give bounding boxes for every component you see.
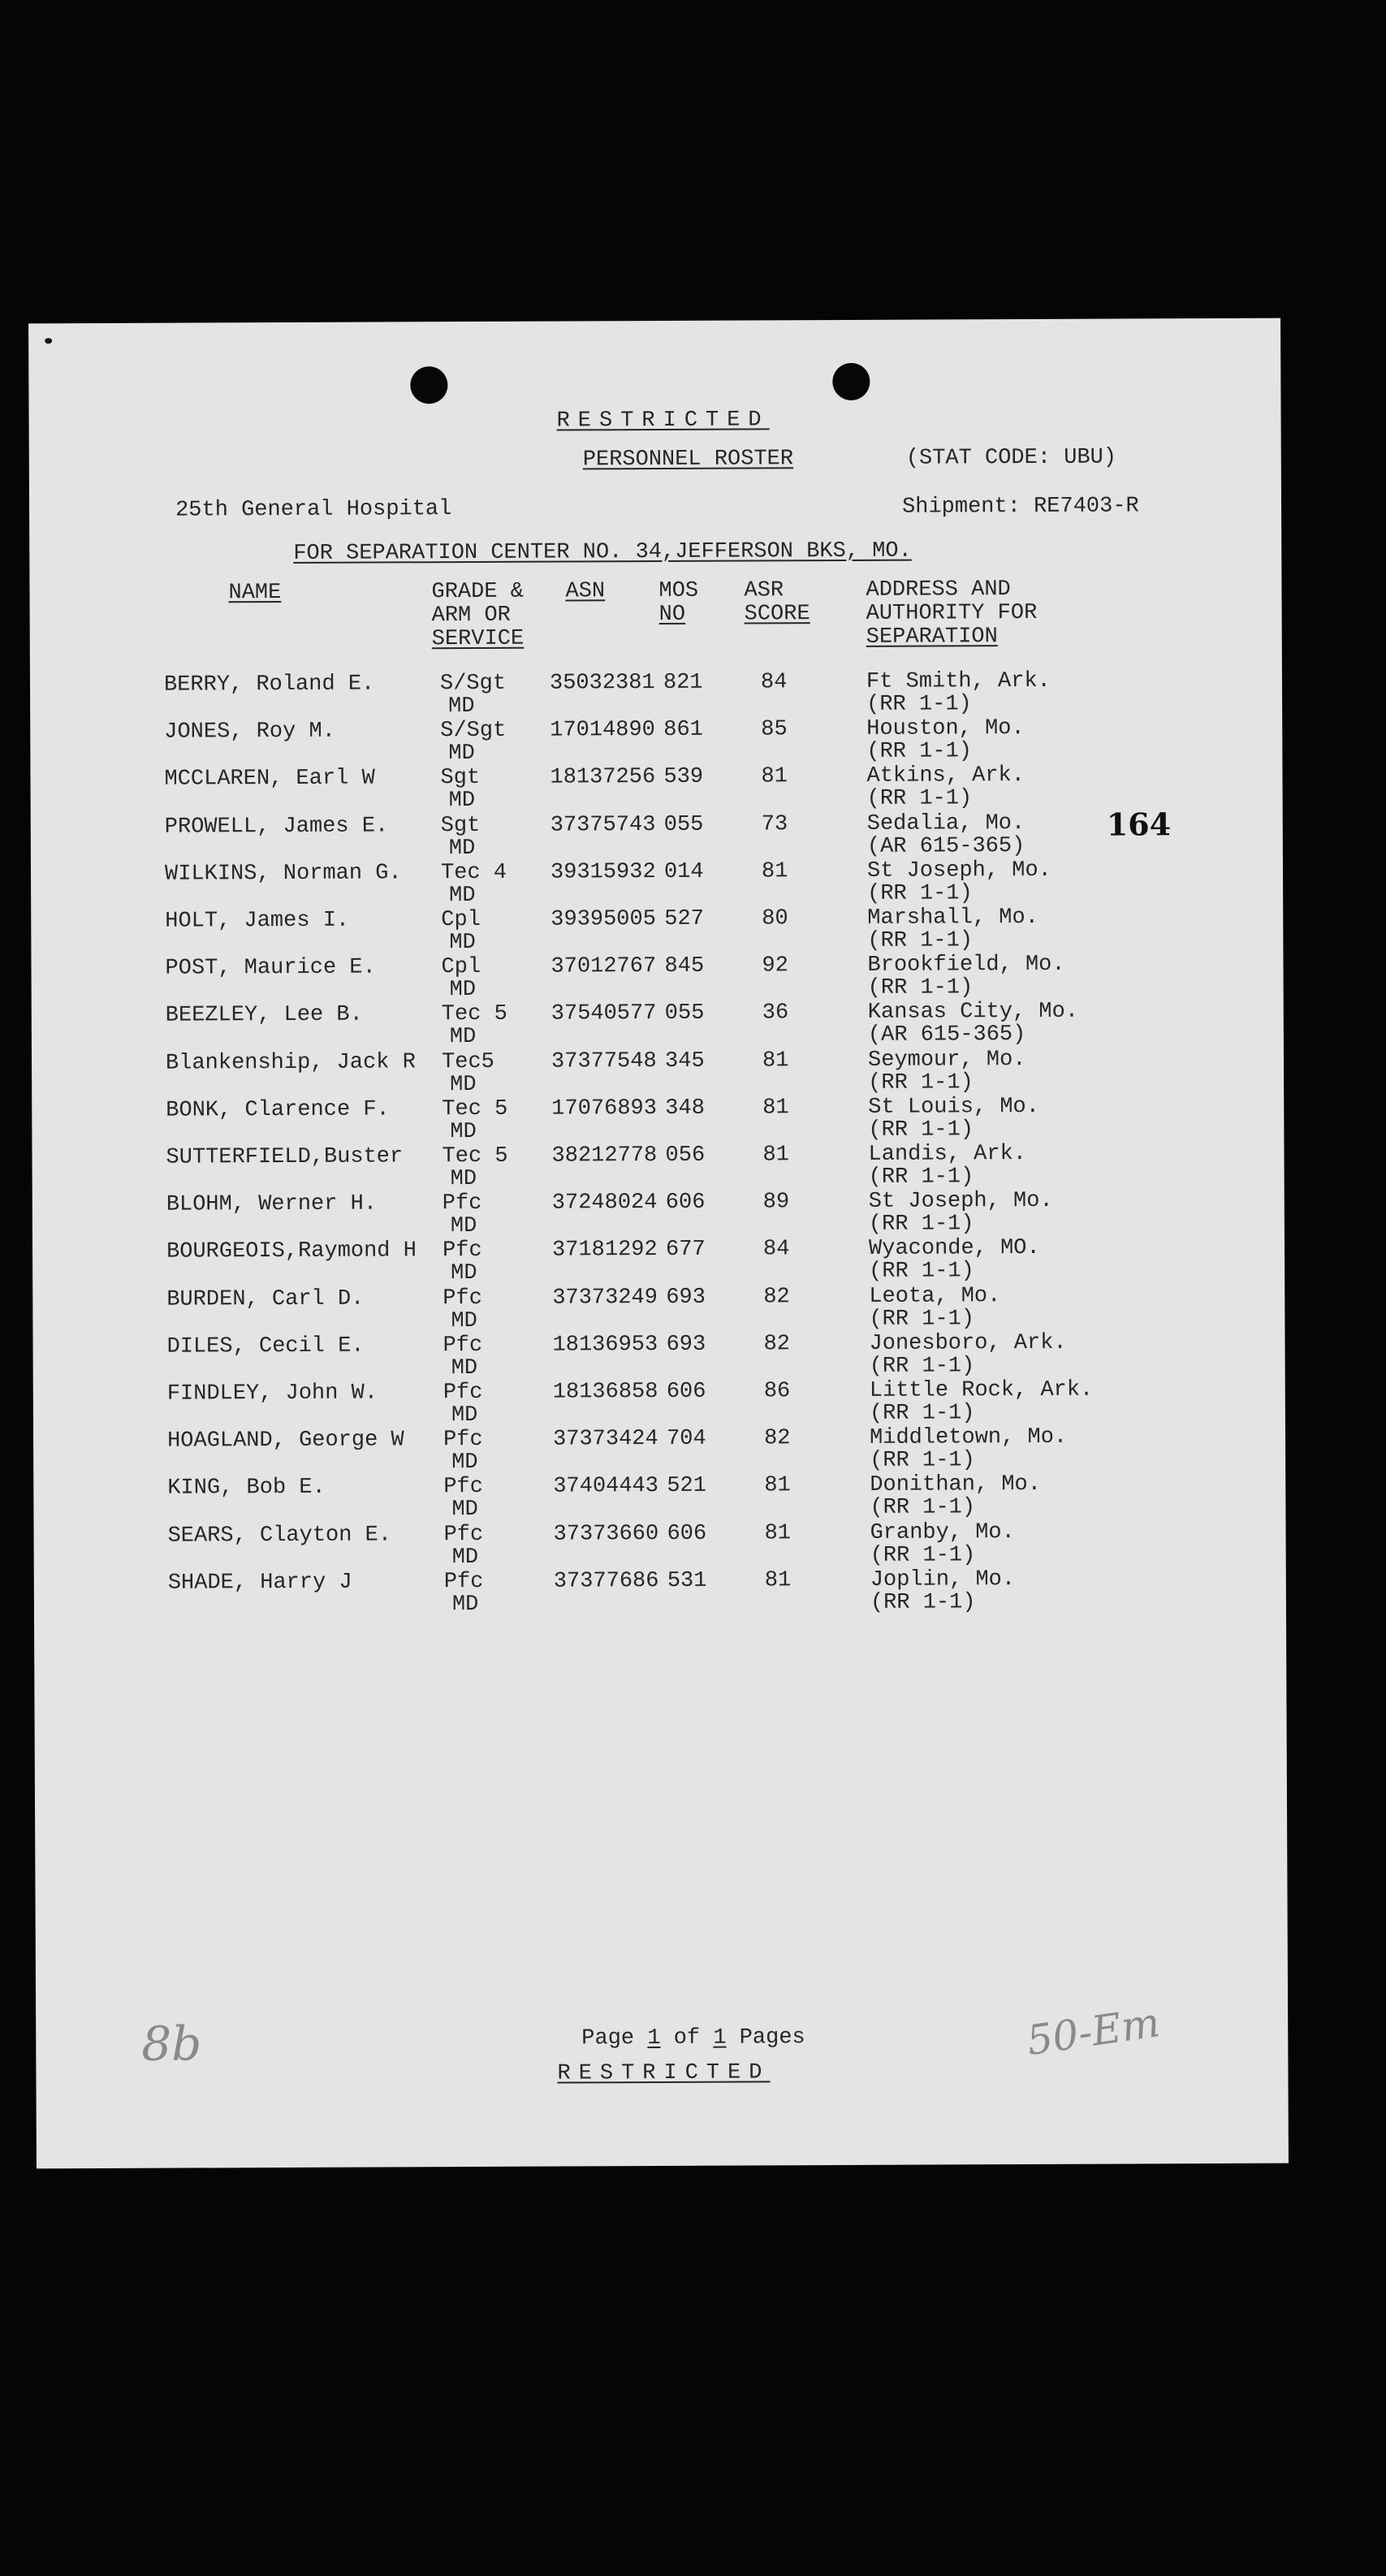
cell-asn: 37404443 bbox=[553, 1474, 658, 1499]
cell-asn: 35032381 bbox=[549, 671, 655, 696]
cell-asr: 81 bbox=[762, 1143, 789, 1168]
side-page-number: 164 bbox=[1106, 806, 1172, 843]
restricted-heading-top: RESTRICTED bbox=[556, 408, 770, 434]
cell-service: MD bbox=[449, 883, 476, 908]
cell-name: PROWELL, James E. bbox=[164, 814, 389, 840]
cell-authority: (RR 1-1) bbox=[868, 1212, 974, 1238]
cell-grade: Pfc bbox=[442, 1238, 482, 1264]
cell-address: Jonesboro, Ark. bbox=[869, 1330, 1067, 1356]
cell-grade: Pfc bbox=[443, 1380, 483, 1406]
cell-service: MD bbox=[451, 1355, 478, 1381]
cell-name: SHADE, Harry J bbox=[167, 1570, 352, 1596]
table-row bbox=[32, 1237, 1285, 1290]
cell-service: MD bbox=[451, 1403, 478, 1428]
cell-service: MD bbox=[450, 1214, 477, 1239]
cell-authority: (RR 1-1) bbox=[870, 1448, 975, 1474]
cell-grade: Pfc bbox=[443, 1569, 484, 1594]
table-row bbox=[32, 1095, 1284, 1148]
table-row bbox=[30, 717, 1282, 770]
cell-authority: (RR 1-1) bbox=[867, 975, 974, 1001]
paper-speck bbox=[45, 338, 52, 344]
col-header-address-line1: ADDRESS AND bbox=[866, 577, 1011, 603]
cell-address: Joplin, Mo. bbox=[870, 1567, 1016, 1593]
cell-asr: 82 bbox=[763, 1332, 791, 1357]
table-row bbox=[31, 858, 1283, 911]
table-row bbox=[32, 1190, 1285, 1243]
page-suffix: Pages bbox=[739, 2025, 805, 2051]
page-count-line bbox=[581, 2027, 805, 2050]
cell-authority: (RR 1-1) bbox=[866, 786, 973, 812]
cell-asr: 89 bbox=[762, 1190, 790, 1215]
cell-service: MD bbox=[451, 1545, 479, 1570]
cell-asn: 37373660 bbox=[553, 1521, 659, 1547]
cell-authority: (RR 1-1) bbox=[869, 1354, 975, 1379]
cell-grade: Tec 5 bbox=[442, 1143, 508, 1169]
cell-address: Kansas City, Mo. bbox=[867, 1000, 1079, 1026]
table-row bbox=[31, 811, 1283, 864]
page-total: 1 bbox=[713, 2025, 727, 2051]
cell-address: Sedalia, Mo. bbox=[866, 810, 1025, 836]
cell-asr: 73 bbox=[761, 811, 788, 837]
cell-service: MD bbox=[450, 1166, 477, 1192]
col-header-name: NAME bbox=[228, 581, 282, 606]
cell-grade: Cpl bbox=[441, 955, 481, 980]
cell-authority: (RR 1-1) bbox=[866, 739, 973, 765]
cell-name: BERRY, Roland E. bbox=[163, 672, 375, 698]
cell-service: MD bbox=[448, 694, 475, 720]
cell-name: KING, Bob E. bbox=[167, 1476, 326, 1502]
cell-grade: Tec 5 bbox=[441, 1002, 507, 1027]
table-row bbox=[33, 1473, 1285, 1526]
cell-mos: 606 bbox=[666, 1379, 706, 1404]
cell-name: BURDEN, Carl D. bbox=[166, 1286, 365, 1312]
cell-grade: Tec 4 bbox=[440, 860, 507, 885]
table-row bbox=[32, 1284, 1285, 1337]
cell-asr: 85 bbox=[761, 717, 788, 742]
cell-grade: Pfc bbox=[442, 1191, 482, 1217]
unit-name: 25th General Hospital bbox=[175, 497, 452, 523]
cell-asr: 84 bbox=[762, 1237, 790, 1262]
cell-mos: 056 bbox=[665, 1143, 706, 1168]
restricted-heading-bottom: RESTRICTED bbox=[557, 2060, 771, 2086]
table-row bbox=[30, 764, 1282, 817]
cell-authority: (RR 1-1) bbox=[869, 1259, 974, 1285]
cell-address: St Joseph, Mo. bbox=[868, 1189, 1053, 1215]
cell-grade: Tec5 bbox=[441, 1049, 494, 1074]
cell-name: DILES, Cecil E. bbox=[166, 1333, 365, 1359]
cell-service: MD bbox=[449, 1025, 477, 1050]
cell-service: MD bbox=[451, 1498, 478, 1523]
cell-grade: Sgt bbox=[440, 766, 481, 791]
cell-asn: 17014890 bbox=[550, 718, 655, 743]
cell-asn: 37540577 bbox=[551, 1001, 657, 1027]
cell-address: Landis, Ark. bbox=[868, 1142, 1027, 1167]
cell-mos: 861 bbox=[663, 717, 703, 743]
cell-asn: 37377686 bbox=[553, 1568, 659, 1594]
cell-service: MD bbox=[449, 978, 477, 1003]
cell-mos: 055 bbox=[664, 1001, 705, 1027]
cell-authority: (RR 1-1) bbox=[869, 1306, 975, 1332]
col-header-grade-line2: ARM OR bbox=[431, 603, 511, 629]
cell-authority: (AR 615-365) bbox=[866, 833, 1025, 859]
cell-mos: 845 bbox=[664, 953, 705, 979]
cell-grade: Sgt bbox=[440, 813, 481, 838]
cell-mos: 606 bbox=[665, 1190, 706, 1216]
page-of: of bbox=[673, 2025, 701, 2051]
cell-authority: (RR 1-1) bbox=[868, 1165, 974, 1190]
cell-mos: 693 bbox=[666, 1332, 706, 1357]
cell-asn: 37373249 bbox=[552, 1285, 658, 1311]
cell-asr: 81 bbox=[764, 1520, 792, 1546]
handwritten-note-left: 8b bbox=[141, 2016, 202, 2072]
punch-hole bbox=[832, 363, 870, 400]
col-header-asn: ASN bbox=[565, 579, 606, 604]
separation-destination: FOR SEPARATION CENTER NO. 34,JEFFERSON BKS, MO. bbox=[293, 538, 912, 566]
shipment-number: Shipment: RE7403-R bbox=[901, 494, 1139, 520]
cell-address: Houston, Mo. bbox=[866, 716, 1025, 742]
cell-address: Little Rock, Ark. bbox=[869, 1377, 1094, 1403]
cell-asn: 37012767 bbox=[551, 954, 657, 979]
cell-name: FINDLEY, John W. bbox=[166, 1381, 378, 1407]
table-row bbox=[31, 906, 1283, 959]
cell-grade: Pfc bbox=[443, 1475, 483, 1500]
cell-asr: 81 bbox=[761, 764, 788, 789]
cell-mos: 539 bbox=[663, 765, 704, 790]
col-header-mos-line1: MOS bbox=[658, 578, 699, 603]
cell-service: MD bbox=[448, 741, 475, 767]
cell-name: BLOHM, Werner H. bbox=[166, 1191, 378, 1217]
cell-grade: Pfc bbox=[443, 1333, 483, 1358]
cell-service: MD bbox=[451, 1261, 477, 1286]
cell-service: MD bbox=[451, 1450, 478, 1476]
handwritten-note-right: 50-Em bbox=[1023, 1999, 1163, 2065]
cell-service: MD bbox=[451, 1308, 477, 1333]
cell-asr: 81 bbox=[762, 1096, 789, 1121]
cell-asr: 84 bbox=[760, 670, 788, 695]
table-row bbox=[32, 1143, 1284, 1195]
cell-asn: 39395005 bbox=[551, 907, 656, 932]
cell-name: MCCLAREN, Earl W bbox=[164, 766, 375, 793]
cell-asn: 18136953 bbox=[552, 1332, 658, 1358]
cell-name: Blankenship, Jack R bbox=[165, 1049, 416, 1076]
cell-address: Brookfield, Mo. bbox=[867, 953, 1065, 979]
cell-asn: 18137256 bbox=[550, 765, 656, 790]
cell-grade: Tec 5 bbox=[442, 1096, 508, 1122]
col-header-mos-line2: NO bbox=[658, 602, 686, 627]
cell-asr: 81 bbox=[761, 859, 788, 884]
cell-address: St Louis, Mo. bbox=[868, 1094, 1039, 1120]
cell-name: BOURGEOIS,Raymond H bbox=[166, 1238, 417, 1265]
cell-grade: S/Sgt bbox=[440, 719, 507, 744]
cell-asn: 18136858 bbox=[552, 1380, 658, 1405]
table-row bbox=[31, 953, 1283, 1006]
table-row bbox=[33, 1379, 1285, 1432]
cell-grade: Pfc bbox=[443, 1522, 484, 1547]
cell-service: MD bbox=[450, 1072, 477, 1097]
cell-mos: 345 bbox=[664, 1048, 705, 1074]
cell-address: Atkins, Ark. bbox=[866, 763, 1025, 789]
page-prefix: Page bbox=[581, 2026, 635, 2051]
cell-name: JONES, Roy M. bbox=[164, 719, 335, 745]
cell-address: Ft Smith, Ark. bbox=[866, 668, 1051, 694]
cell-asn: 37373424 bbox=[552, 1427, 658, 1452]
cell-asn: 17076893 bbox=[551, 1096, 657, 1122]
cell-authority: (RR 1-1) bbox=[866, 692, 972, 717]
roster-page bbox=[28, 318, 1289, 2169]
cell-address: Middletown, Mo. bbox=[869, 1424, 1068, 1451]
cell-address: St Joseph, Mo. bbox=[866, 858, 1051, 884]
cell-asn: 39315932 bbox=[550, 859, 656, 885]
cell-name: WILKINS, Norman G. bbox=[164, 861, 402, 887]
col-header-address-line3: SEPARATION bbox=[866, 625, 998, 650]
cell-name: BONK, Clarence F. bbox=[166, 1097, 390, 1123]
cell-mos: 348 bbox=[665, 1096, 705, 1121]
table-row bbox=[33, 1426, 1285, 1479]
cell-grade: Cpl bbox=[441, 907, 481, 933]
cell-authority: (RR 1-1) bbox=[870, 1542, 976, 1568]
cell-grade: Pfc bbox=[443, 1286, 482, 1311]
cell-mos: 606 bbox=[667, 1521, 707, 1546]
cell-name: SEARS, Clayton E. bbox=[167, 1523, 392, 1549]
cell-authority: (RR 1-1) bbox=[867, 928, 974, 953]
cell-grade: Pfc bbox=[443, 1428, 483, 1453]
cell-address: Seymour, Mo. bbox=[867, 1047, 1026, 1073]
cell-service: MD bbox=[451, 1592, 479, 1617]
table-row bbox=[30, 670, 1282, 723]
cell-mos: 527 bbox=[664, 906, 704, 931]
cell-asr: 36 bbox=[762, 1001, 789, 1026]
table-row bbox=[32, 1048, 1284, 1100]
cell-asr: 92 bbox=[762, 953, 788, 979]
cell-name: POST, Maurice E. bbox=[165, 955, 376, 981]
col-header-grade-line1: GRADE & bbox=[431, 579, 524, 605]
cell-authority: (RR 1-1) bbox=[870, 1590, 976, 1615]
cell-name: HOLT, James I. bbox=[165, 908, 350, 934]
col-header-asr-line2: SCORE bbox=[744, 602, 810, 627]
cell-address: Donithan, Mo. bbox=[870, 1472, 1042, 1498]
cell-asr: 82 bbox=[763, 1284, 790, 1310]
cell-name: HOAGLAND, George W bbox=[166, 1428, 404, 1454]
cell-service: MD bbox=[448, 836, 476, 861]
cell-name: BEEZLEY, Lee B. bbox=[165, 1002, 363, 1029]
cell-authority: (RR 1-1) bbox=[869, 1401, 975, 1426]
col-header-grade-line3: SERVICE bbox=[431, 626, 525, 652]
cell-mos: 055 bbox=[663, 812, 704, 837]
page-number: 1 bbox=[647, 2025, 661, 2051]
cell-mos: 531 bbox=[667, 1568, 707, 1593]
cell-asr: 81 bbox=[764, 1568, 792, 1593]
cell-name: SUTTERFIELD,Buster bbox=[166, 1144, 404, 1170]
roster-title: PERSONNEL ROSTER bbox=[582, 447, 794, 473]
cell-asn: 37377548 bbox=[551, 1048, 657, 1074]
cell-asr: 82 bbox=[763, 1426, 791, 1451]
cell-authority: (RR 1-1) bbox=[868, 1070, 974, 1096]
cell-mos: 821 bbox=[663, 670, 703, 695]
cell-authority: (RR 1-1) bbox=[870, 1495, 976, 1521]
cell-asr: 81 bbox=[764, 1473, 791, 1498]
cell-mos: 677 bbox=[665, 1238, 706, 1263]
col-header-address-line2: AUTHORITY FOR bbox=[866, 600, 1038, 626]
col-header-asr-line1: ASR bbox=[744, 578, 784, 603]
cell-asn: 37248024 bbox=[551, 1191, 658, 1216]
cell-mos: 014 bbox=[663, 859, 704, 884]
cell-asr: 81 bbox=[762, 1048, 789, 1074]
cell-address: Granby, Mo. bbox=[870, 1519, 1015, 1545]
cell-authority: (RR 1-1) bbox=[868, 1117, 974, 1143]
cell-mos: 521 bbox=[667, 1474, 706, 1499]
cell-address: Marshall, Mo. bbox=[867, 905, 1038, 931]
cell-authority: (AR 615-365) bbox=[867, 1022, 1026, 1048]
cell-address: Leota, Mo. bbox=[869, 1283, 1001, 1309]
table-row bbox=[32, 1001, 1284, 1053]
cell-asn: 38212778 bbox=[551, 1143, 658, 1169]
cell-service: MD bbox=[450, 1119, 477, 1144]
cell-service: MD bbox=[448, 789, 476, 814]
cell-asn: 37181292 bbox=[551, 1238, 658, 1263]
table-row bbox=[34, 1520, 1286, 1573]
cell-mos: 704 bbox=[666, 1426, 706, 1452]
table-row bbox=[32, 1331, 1285, 1384]
punch-hole bbox=[410, 366, 447, 404]
cell-asr: 80 bbox=[762, 906, 788, 931]
cell-service: MD bbox=[449, 930, 476, 956]
cell-asr: 86 bbox=[763, 1379, 791, 1404]
table-row bbox=[34, 1567, 1286, 1620]
cell-mos: 693 bbox=[666, 1285, 706, 1310]
cell-address: Wyaconde, MO. bbox=[868, 1236, 1040, 1262]
cell-asn: 37375743 bbox=[550, 812, 656, 838]
cell-authority: (RR 1-1) bbox=[867, 881, 973, 906]
stat-code: (STAT CODE: UBU) bbox=[905, 445, 1117, 471]
cell-grade: S/Sgt bbox=[439, 671, 507, 697]
